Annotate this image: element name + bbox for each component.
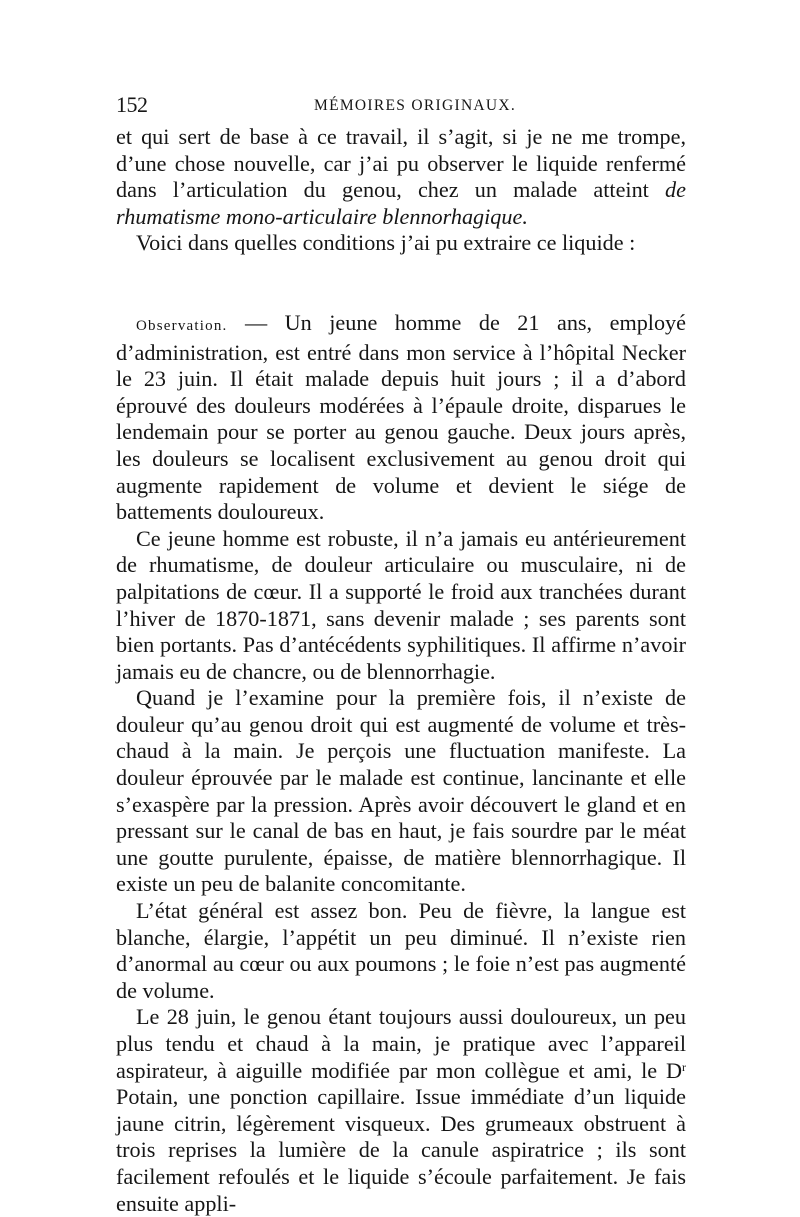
paragraph: Ce jeune homme est robuste, il n’a jamais eu antérieurement de rhumatisme, de douleur articulaire ou musculaire, ni de palpitations de cœur. Il a supporté le froid aux tranchées durant l’hiver de 1870-1871, sans devenir malade ; ses parents sont bien portants. Pas d’antécédents syphilitiques. Il affirme n’avoir jamais eu de chancre, ou de blennorrhagie. [116,525,686,684]
page-number: 152 [116,92,148,117]
italic-diagnosis: de rhumatisme mono-articulaire blennorhagique. [116,177,686,229]
page-header [116,92,686,122]
paragraph-text: et qui sert de base à ce travail, il s’agit, si je ne me trompe, d’une chose nouvelle, car j’ai pu observer le liquide renfermé dans l’articulation du genou, chez un malade atteint [116,124,686,203]
paragraph [116,1004,686,1217]
superscript: r [682,1059,686,1074]
paragraph-text: Potain, une ponction capillaire. Issue immédiate d’un liquide jaune citrin, légèrement visqueux. Des grumeaux obstruent à trois reprises la lumière de la canule aspiratrice ; ils sont facilement refoulés et le liquide s’écoule parfaitement. Je fais ensuite appli- [116,1084,686,1216]
paragraph: Quand je l’examine pour la première fois, il n’existe de douleur qu’au genou droit qui est augmenté de volume et très-chaud à la main. Je perçois une fluctuation manifeste. La douleur éprouvée par le malade est continue, lancinante et elle s’exaspère par la pression. Après avoir découvert le gland et en pressant sur le canal de bas en haut, je fais sourdre par le méat une goutte purulente, épaisse, de matière blennorrhagique. Il existe un peu de balanite concomitante. [116,685,686,897]
paragraph [116,124,686,230]
running-head: MÉMOIRES ORIGINAUX. [314,97,517,114]
paragraph-text: — Un jeune homme de 21 ans, employé d’administration, est entré dans mon service à l’hôpital Necker le 23 juin. Il était malade depuis huit jours ; il a d’abord éprouvé des douleurs modérées à l’épaule droite, disparues le lendemain pour se porter au genou gauche. Deux jours après, les douleurs se localisent exclusivement au genou droit qui augmente rapidement de volume et devient le siége de battements douloureux. [116,309,686,525]
observation-label: Observation. [136,317,228,334]
paragraph: L’état général est assez bon. Peu de fièvre, la langue est blanche, élargie, l’appétit un peu diminué. Il n’existe rien d’anormal au cœur ou aux poumons ; le foie n’est pas augmenté de volume. [116,898,686,1003]
section-gap [116,257,686,310]
observation-paragraph [116,310,686,526]
paragraph: Voici dans quelles conditions j’ai pu extraire ce liquide : [136,230,636,256]
paragraph-text: Le 28 juin, le genou étant toujours aussi douloureux, un peu plus tendu et chaud à la main, je pratique avec l’appareil aspirateur, à aiguille modifiée par mon collègue et ami, le D [116,1004,686,1083]
body-text [116,124,686,1217]
